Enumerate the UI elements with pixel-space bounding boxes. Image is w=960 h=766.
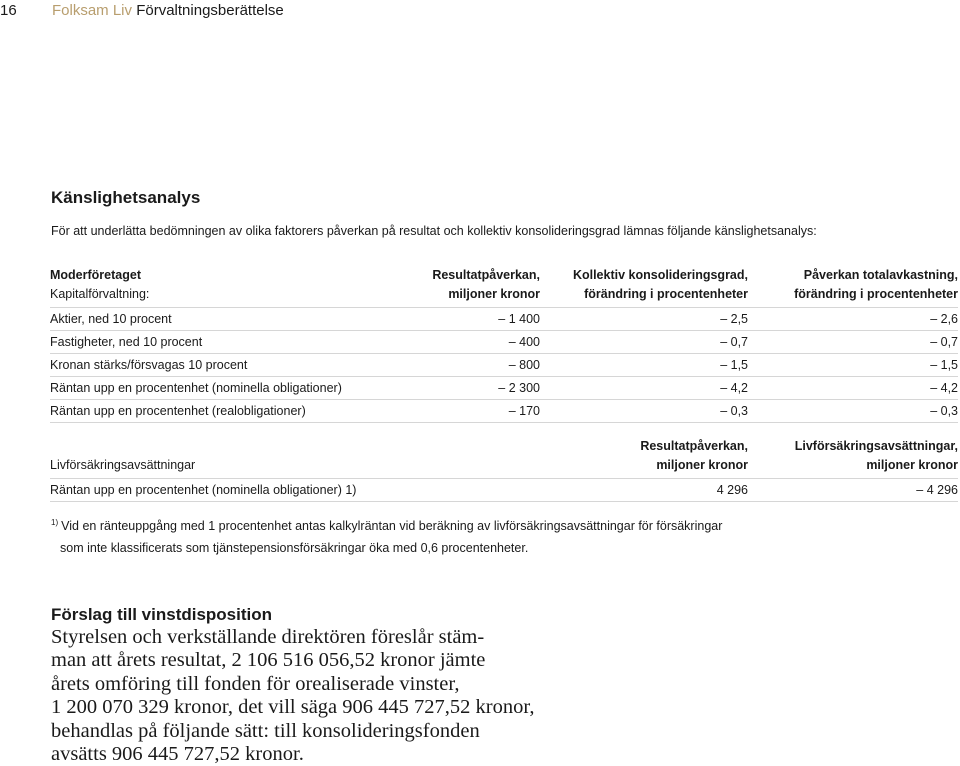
row-label: Fastigheter, ned 10 procent [50, 331, 430, 354]
row-consolidation: – 0,3 [540, 400, 748, 423]
proposal-line: behandlas på följande sätt: till konsolideringsfonden [51, 719, 480, 742]
footnote [51, 512, 751, 559]
column-header-result: Resultatpåverkan, miljoner kronor [430, 266, 540, 308]
row-total-return: – 0,7 [748, 331, 958, 354]
proposal-line: årets omföring till fonden för orealiserade vinster, [51, 672, 460, 695]
table-header-row [50, 437, 958, 479]
table-row [50, 331, 958, 354]
proposal-line: Styrelsen och verkställande direktören föreslår stäm- [51, 626, 485, 648]
profit-proposal-text [51, 626, 535, 766]
table-header-row [50, 266, 958, 308]
parent-company-sensitivity-table [50, 266, 958, 423]
table-row [50, 377, 958, 400]
profit-proposal-title: Förslag till vinstdisposition [51, 605, 273, 624]
proposal-line: 1 200 070 329 kronor, det vill säga 906 445 727,52 kronor, [51, 696, 535, 719]
row-result: – 2 300 [430, 377, 540, 400]
row-result: – 800 [430, 354, 540, 377]
running-head-section: Förvaltningsberättelse [136, 2, 284, 19]
row-label: Räntan upp en procentenhet (realobligationer) [50, 400, 430, 423]
column-header-total-return: Påverkan totalavkastning, förändring i procentenheter [748, 266, 958, 308]
row-label: Räntan upp en procentenhet (nominella obligationer) 1) [50, 479, 540, 502]
proposal-line: man att årets resultat, 2 106 516 056,52 kronor jämte [51, 649, 486, 672]
row-result: – 170 [430, 400, 540, 423]
footnote-line-2: som inte klassificerats som tjänstepensionsförsäkringar öka med 0,6 procentenheter. [60, 541, 529, 555]
sensitivity-title: Känslighetsanalys [51, 188, 201, 207]
table-row [50, 308, 958, 331]
row-total-return: – 2,6 [748, 308, 958, 331]
row-result: – 400 [430, 331, 540, 354]
row-consolidation: – 1,5 [540, 354, 748, 377]
row-total-return: – 1,5 [748, 354, 958, 377]
row-total-return: – 0,3 [748, 400, 958, 423]
header-category: Kapitalförvaltning: [50, 287, 150, 301]
column-header-result: Resultatpåverkan, miljoner kronor [540, 437, 748, 479]
row-consolidation: – 0,7 [540, 331, 748, 354]
column-header-consolidation: Kollektiv konsolideringsgrad, förändring i procentenheter [540, 266, 748, 308]
row-total-return: – 4,2 [748, 377, 958, 400]
table-row [50, 479, 958, 502]
header-entity: Moderföretaget [50, 268, 141, 282]
sensitivity-intro: För att underlätta bedömningen av olika faktorers påverkan på resultat och kollektiv konsolideringsgrad lämnas följande känslighetsanalys: [51, 224, 817, 238]
row-consolidation: – 4,2 [540, 377, 748, 400]
row-result: 4 296 [540, 479, 748, 502]
row-label: Räntan upp en procentenhet (nominella obligationer) [50, 377, 430, 400]
proposal-line: avsätts 906 445 727,52 kronor. [51, 743, 304, 766]
row-provisions: – 4 296 [748, 479, 958, 502]
table-row [50, 354, 958, 377]
life-insurance-provisions-table [50, 437, 958, 502]
row-label: Kronan stärks/försvagas 10 procent [50, 354, 430, 377]
footnote-line-1: Vid en ränteuppgång med 1 procentenhet antas kalkylräntan vid beräkning av livförsäkringsavsättningar för försäkringar [61, 519, 723, 533]
table-header-label [50, 266, 430, 308]
brand-name: Folksam Liv [52, 2, 133, 19]
footnote-marker: 1) [51, 518, 59, 527]
column-header-provisions: Livförsäkringsavsättningar, miljoner kronor [748, 437, 958, 479]
row-label: Aktier, ned 10 procent [50, 308, 430, 331]
table-header-label: Livförsäkringsavsättningar [50, 437, 540, 479]
table-row [50, 400, 958, 423]
running-head [0, 0, 284, 22]
page-number: 16 [0, 2, 17, 19]
row-result: – 1 400 [430, 308, 540, 331]
row-consolidation: – 2,5 [540, 308, 748, 331]
